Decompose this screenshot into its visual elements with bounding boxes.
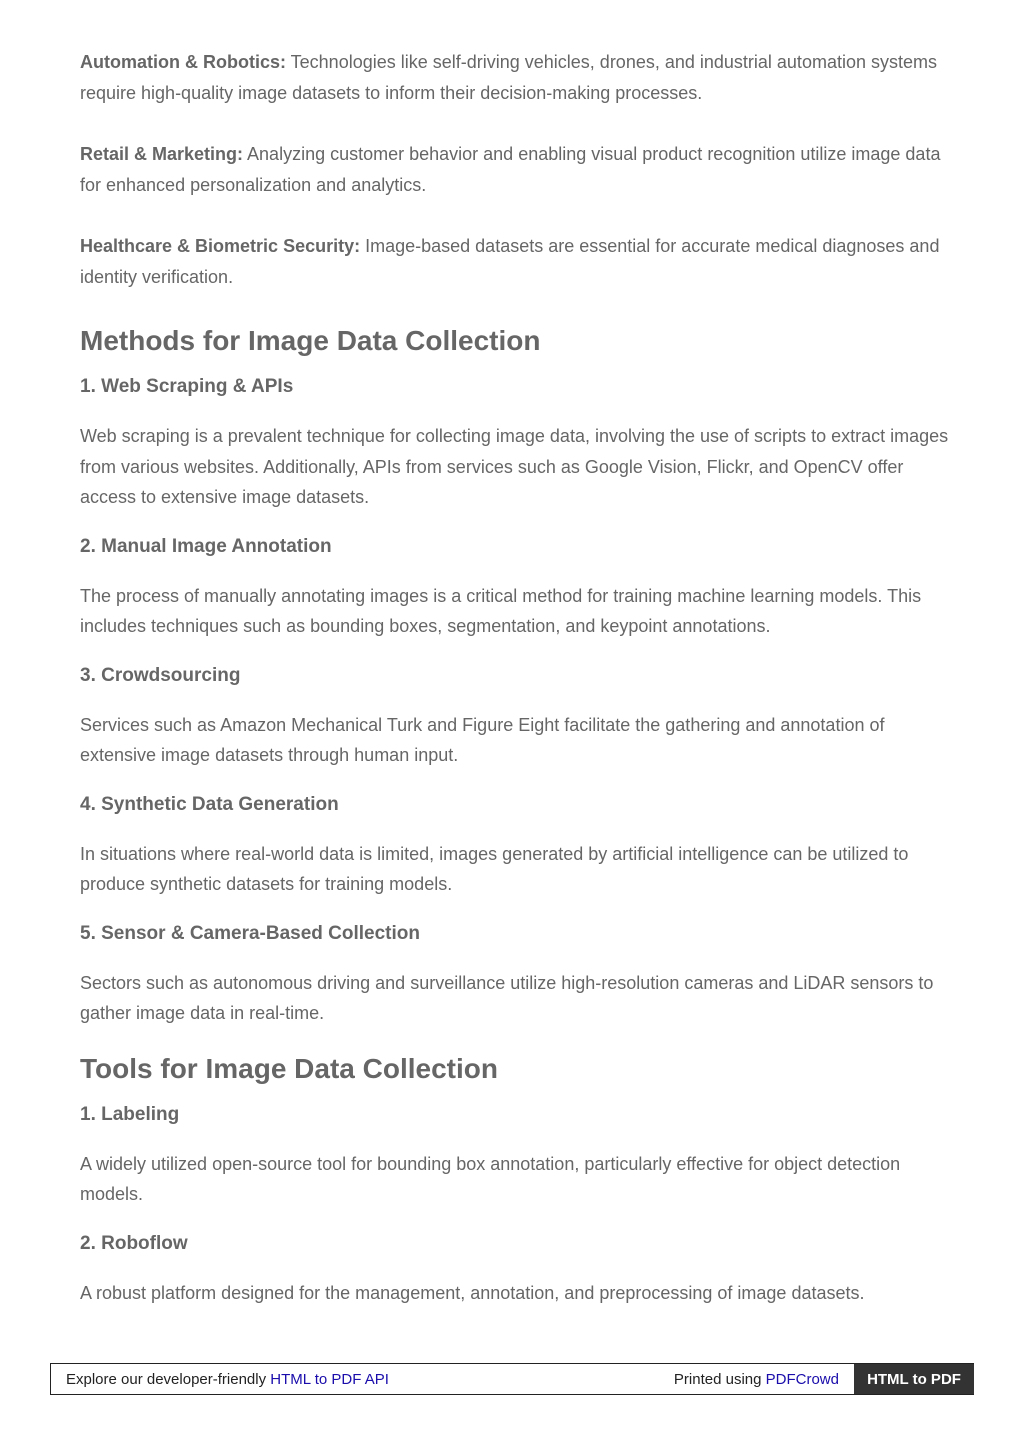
paragraph: Sectors such as autonomous driving and surveillance utilize high-resolution cameras and LiDAR sensors to gather image data in real-time. [80,972,934,1023]
section-heading-methods: Methods for Image Data Collection [80,325,541,356]
html-to-pdf-api-link[interactable]: HTML to PDF API [270,1370,389,1388]
footer-explore [51,1371,674,1388]
subheading: 2. Manual Image Annotation [80,535,332,557]
bullet-paragraph [80,231,950,293]
paragraph: Services such as Amazon Mechanical Turk and Figure Eight facilitate the gathering and annotation of extensive image datasets through human input. [80,714,885,765]
subheading: 1. Labeling [80,1103,180,1125]
subheading: 2. Roboflow [80,1232,188,1254]
bullet-term: Retail & Marketing: [80,144,244,164]
paragraph: A widely utilized open-source tool for bounding box annotation, particularly effective for object detection models. [80,1153,901,1204]
paragraph: A robust platform designed for the management, annotation, and preprocessing of image datasets. [80,1282,865,1303]
paragraph: Web scraping is a prevalent technique for collecting image data, involving the use of scripts to extract images from various websites. Additionally, APIs from services such as Google Vision, Flickr, and OpenCV offer access to extensive image datasets. [80,426,949,507]
footer-printed [674,1371,854,1388]
bullet-text: Technologies like self-driving vehicles, drones, and industrial automation systems require high-quality image datasets to inform their decision-making processes. [80,52,937,103]
pdfcrowd-footer [50,1363,974,1395]
paragraph: The process of manually annotating images is a critical method for training machine learning models. This includes techniques such as bounding boxes, segmentation, and keypoint annotations. [80,585,922,636]
bullet-paragraph [80,47,950,109]
bullet-paragraph [80,139,950,201]
bullet-text: Image-based datasets are essential for accurate medical diagnoses and identity verification. [80,236,940,287]
pdfcrowd-link[interactable]: PDFCrowd [765,1370,839,1388]
subheading: 1. Web Scraping & APIs [80,376,294,397]
subheading: 4. Synthetic Data Generation [80,793,339,815]
bullet-text: Analyzing customer behavior and enabling visual product recognition utilize image data for enhanced personalization and analytics. [80,144,941,195]
bullet-term: Automation & Robotics: [80,52,286,72]
subheading: 3. Crowdsourcing [80,664,241,686]
article-content [80,47,950,1328]
subheading: 5. Sensor & Camera-Based Collection [80,922,420,944]
section-heading-tools: Tools for Image Data Collection [80,1052,498,1084]
html-to-pdf-button[interactable]: HTML to PDF [854,1364,974,1394]
footer-printed-text: Printed using [673,1370,766,1388]
paragraph: In situations where real-world data is limited, images generated by artificial intelligence can be utilized to produce synthetic datasets for training models. [80,843,909,894]
footer-explore-text: Explore our developer-friendly [66,1370,271,1388]
bullet-term: Healthcare & Biometric Security: [80,236,361,256]
